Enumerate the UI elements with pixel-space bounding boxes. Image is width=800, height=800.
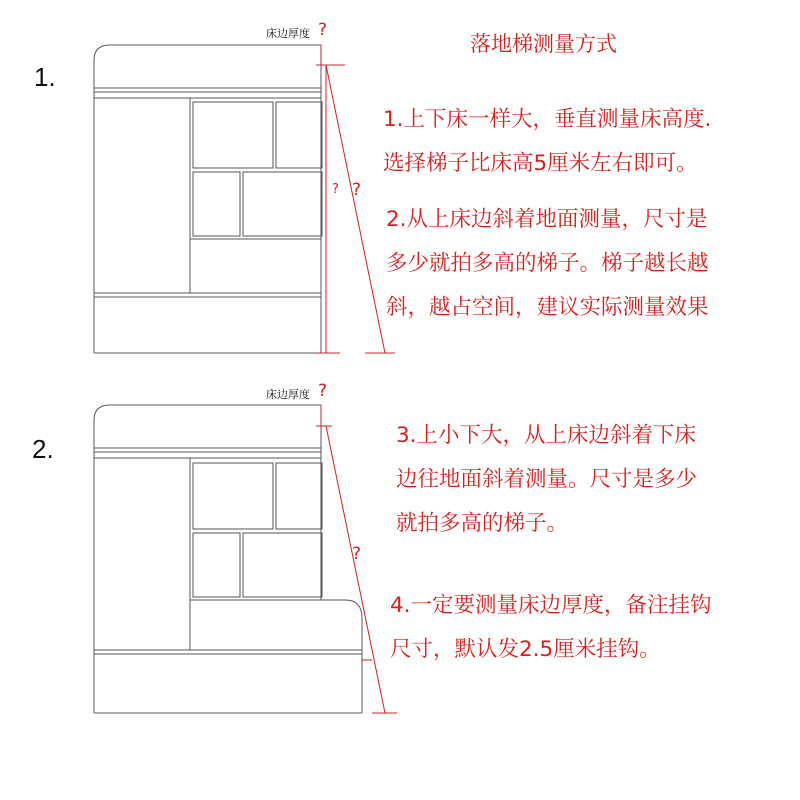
diagram-1-number: 1.: [34, 62, 56, 92]
note-4-line: 尺寸，默认发2.5厘米挂钩。: [390, 637, 661, 662]
note-4-line: 4.一定要测量床边厚度，备注挂钩: [390, 593, 712, 618]
thickness-question-mark-2: ?: [318, 381, 328, 401]
note-2: [386, 198, 709, 330]
note-3-line: 就拍多高的梯子。: [396, 511, 569, 536]
diagram-2-number: 2.: [32, 434, 54, 464]
note-2-line: 2.从上床边斜着地面测量，尺寸是: [386, 207, 708, 232]
note-1-line: 1.上下床一样大，垂直测量床高度.: [383, 107, 712, 132]
note-2-line: 斜，越占空间，建议实际测量效果: [386, 295, 709, 320]
diagonal-question-mark-1: ?: [352, 180, 362, 200]
note-1: [383, 98, 711, 186]
note-3: [396, 414, 697, 546]
vertical-question-mark-1: ?: [332, 182, 339, 197]
note-2-line: 多少就拍多高的梯子。梯子越长越: [386, 251, 709, 276]
diagonal-question-mark-2: ?: [352, 544, 362, 564]
note-3-line: 边往地面斜着测量。尺寸是多少: [396, 467, 698, 492]
thickness-question-mark-1: ?: [318, 20, 328, 40]
bed-edge-thickness-label-2: 床边厚度: [266, 388, 310, 401]
note-1-line: 选择梯子比床高5厘米左右即可。: [383, 151, 698, 176]
note-3-line: 3.上小下大，从上床边斜着下床: [396, 423, 697, 448]
page-title: 落地梯测量方式: [470, 32, 617, 56]
bed-edge-thickness-label-1: 床边厚度: [266, 27, 310, 40]
note-4: [390, 584, 712, 672]
